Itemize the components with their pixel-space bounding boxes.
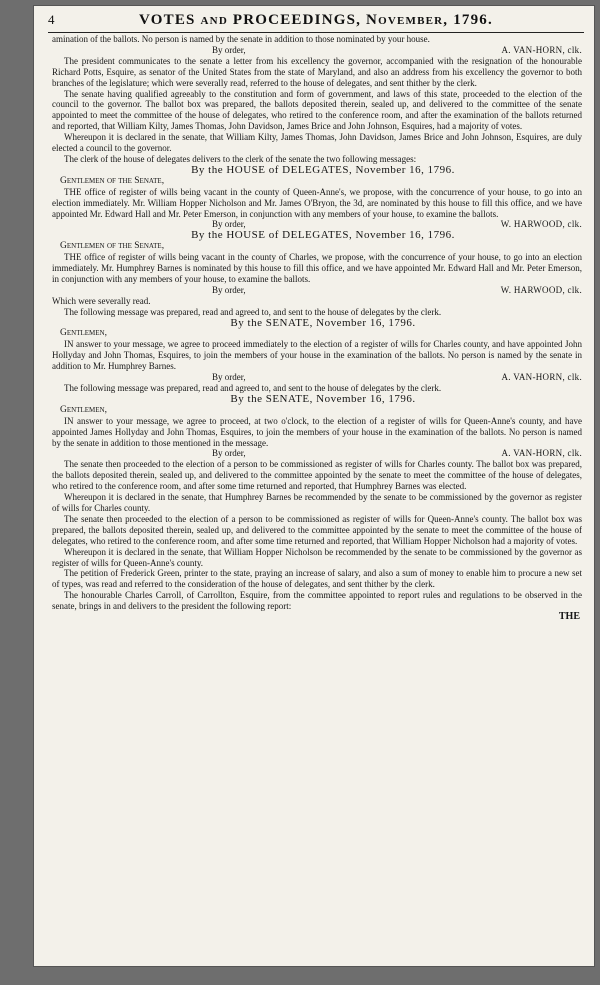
- document-page: [34, 6, 594, 966]
- paragraph: The honourable Charles Carroll, of Carrollton, Esquire, from the committee appointed to report rules and regulations to be observed in the senate, brings in and delivers to the president the following report:: [52, 590, 582, 612]
- paragraph: The senate then proceeded to the election of a person to be commissioned as register of wills for Queen-Anne's county. The ballot box was prepared, the ballots deposited therein, sealed up, and delivered to the committee appointed by the senate to meet the committee of the house of delegates, who retired to the conference room, and after some time returned and reported, that William Hopper Nicholson had a majority of votes.: [52, 513, 582, 546]
- paragraph: IN answer to your message, we agree to proceed immediately to the election of a register of wills for Charles county, and have appointed John Hollyday and John Thomas, Esquires, to join the members of your house in the examination of the ballots. No person is named by the senate in addition to Mr. Humphrey Barnes.: [52, 339, 582, 372]
- salutation: Gentlemen of the Senate,: [60, 175, 165, 186]
- paragraph: The senate having qualified agreeably to the constitution and form of government, and laws of this state, proceeded to the election of the council to the governor. The ballot box was prepared, the ballots deposited therein, sealed up, and delivered to the committee of the senate appointed to meet the committee of the house of delegates, who retired to the conference room, and after the examination of the ballots returned and reported, that William Kilty, James Thomas, John Davidson, James Brice and John Johnson, Esquires, had a majority of votes.: [52, 88, 582, 132]
- salutation: Gentlemen of the Senate,: [60, 241, 165, 252]
- by-order-label: By order,: [212, 448, 246, 459]
- header-rule: [48, 32, 584, 33]
- clerk-signature: W. HARWOOD, clk.: [500, 219, 582, 230]
- paragraph: Whereupon it is declared in the senate, that Humphrey Barnes be recommended by the senate to be commissioned by the governor as register of wills for Charles county.: [52, 492, 582, 513]
- signature-line: [52, 45, 582, 56]
- clerk-signature: A. VAN-HORN, clk.: [501, 372, 582, 383]
- by-order-label: By order,: [212, 44, 246, 55]
- paragraph: The senate then proceeded to the election of a person to be commissioned as register of wills for Charles county. The ballot box was prepared, the ballots deposited therein, sealed up, and delivered to the committee appointed by the senate to meet the committee of the house of delegates, who retired to the conference room, and after some time returned and reported, that Humphrey Barnes was elected.: [52, 459, 582, 492]
- message-heading: By the HOUSE of DELEGATES, November 16, 1796.: [191, 163, 455, 176]
- paragraph: The following message was prepared, read and agreed to, and sent to the house of delegates by the clerk.: [64, 306, 442, 317]
- signature-line: [52, 285, 582, 296]
- paragraph: The president communicates to the senate a letter from his excellency the governor, accompanied with the resignation of the honourable Richard Potts, Esquire, as senator of the United States from the state of Maryland, and also an address from his excellency the governor to both branches of the legislature; which were severally read, referred to the house of delegates, and sent thither by the clerk.: [52, 55, 582, 88]
- document-body: [52, 34, 582, 623]
- salutation: Gentlemen,: [60, 404, 107, 415]
- paragraph: Whereupon it is declared in the senate, that William Hopper Nicholson be recommended by the senate to be commissioned by the governor as register of wills for Queen-Anne's county.: [52, 546, 582, 568]
- salutation: Gentlemen,: [60, 328, 107, 339]
- message-heading: By the SENATE, November 16, 1796.: [230, 392, 416, 405]
- by-order-label: By order,: [212, 219, 246, 230]
- catchword: THE: [558, 611, 580, 623]
- paragraph: THE office of register of wills being vacant in the county of Queen-Anne's, we propose, with the concurrence of your house, to go into an election immediately. Mr. William Hopper Nicholson and Mr. James O'Bryon, the 3d, are nominated by this house to fill this office, and we have appointed Mr. Edward Hall and Mr. Peter Emerson, in conjunction with any members of your house, to examine the ballots.: [52, 186, 582, 219]
- paragraph: Which were severally read.: [52, 295, 151, 306]
- by-order-label: By order,: [212, 372, 246, 383]
- message-heading: By the SENATE, November 16, 1796.: [230, 316, 416, 329]
- clerk-signature: A. VAN-HORN, clk.: [501, 44, 582, 55]
- paragraph: IN answer to your message, we agree to proceed, at two o'clock, to the election of a register of wills for Queen-Anne's county, and have appointed James Hollyday and John Thomas, Esquires, to join the members of your house in the examination of the ballots. No person is named by the senate in addition to those mentioned in the message.: [52, 415, 582, 448]
- paragraph: The following message was prepared, read and agreed to, and sent to the house of delegates by the clerk.: [64, 383, 442, 393]
- signature-line: [52, 448, 582, 459]
- signature-line: [52, 372, 582, 383]
- clerk-signature: W. HARWOOD, clk.: [500, 284, 582, 295]
- paragraph: The clerk of the house of delegates delivers to the clerk of the senate the two following messages:: [64, 153, 417, 164]
- paragraph: The petition of Frederick Green, printer to the state, praying an increase of salary, and also a sum of money to enable him to procure a new set of types, was read and referred to the consideration of the house of delegates, and sent thither by the clerk.: [52, 568, 582, 590]
- paragraph: THE office of register of wills being vacant in the county of Charles, we propose, with the concurrence of your house, to go into an election immediately. Mr. Humphrey Barnes is nominated by this house to fill this office, and we have appointed Mr. Edward Hall and Mr. Peter Emerson, in conjunction with any members of your house, to examine the ballots.: [52, 252, 582, 284]
- message-heading: By the HOUSE of DELEGATES, November 16, 1796.: [191, 229, 455, 242]
- clerk-signature: A. VAN-HORN, clk.: [501, 448, 582, 459]
- paragraph: amination of the ballots. No person is named by the senate in addition to those nominated by your house.: [52, 34, 430, 44]
- page-header: [48, 12, 584, 29]
- page-number: 4: [48, 12, 56, 27]
- paragraph: Whereupon it is declared in the senate, that William Kilty, James Thomas, John Davidson, James Brice and John Johnson, Esquires, are duly elected a council to the governor.: [52, 132, 582, 154]
- by-order-label: By order,: [212, 284, 246, 295]
- running-title: VOTES and PROCEEDINGS, November, 1796.: [139, 12, 493, 28]
